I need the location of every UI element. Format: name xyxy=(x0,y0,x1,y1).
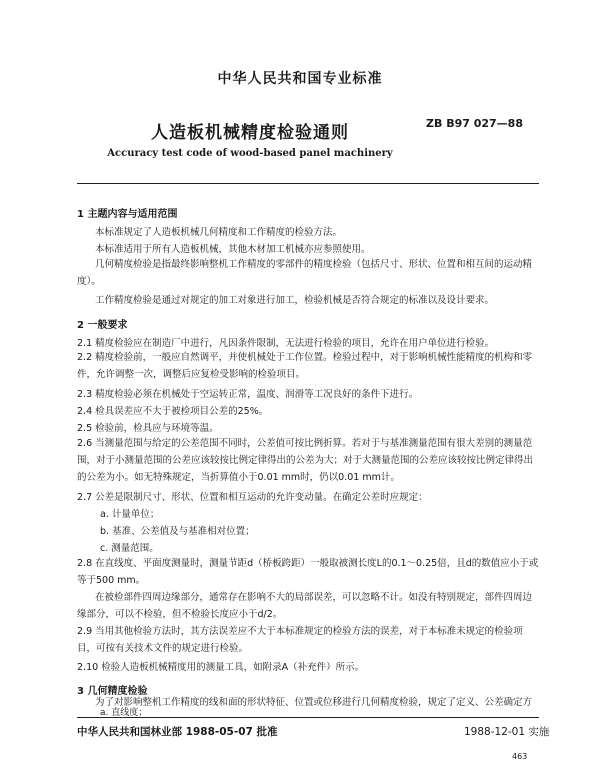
section-1-heading: 1 主题内容与适用范围 xyxy=(77,209,178,220)
issuing-authority: 中华人民共和国林业部 1988-05-07 批准 xyxy=(77,726,278,738)
document-title: 人造板机械精度检验通则 xyxy=(151,123,349,143)
section-2-heading: 2 一般要求 xyxy=(77,320,128,331)
clause-2-8-paragraph: 在被检部件四周边缘部分，通常存在影响不大的局部误差，可以忽略不计。如没有特别规定，部件四周边缘部分，可以不检验，但不检验长度应小于d/2。 xyxy=(77,592,533,620)
clause-2-7-item: c. 测量范围。 xyxy=(100,543,159,554)
clause-2-3: 2.3 精度检验必须在机械处于空运转正常，温度、润滑等工况良好的条件下进行。 xyxy=(77,389,419,400)
clause-2-7-item: b. 基准、公差值及与基准相对位置； xyxy=(100,526,255,537)
clause-2-4: 2.4 检具误差应不大于被检项目公差的25%。 xyxy=(77,406,269,417)
page-number: 463 xyxy=(512,752,528,761)
clause-2-8: 2.8 在直线度、平面度测量时，测量节距d（桥板跨距）一般取被测长度L的0.1～0.25倍，且d的数值应小于或等于500 mm。 xyxy=(77,558,539,586)
footer-divider xyxy=(77,717,539,718)
english-title: Accuracy test code of wood-based panel machinery xyxy=(107,148,393,159)
clause-2-6: 2.6 当测量范围与给定的公差范围不同时，公差值可按比例折算。若对于与基准测量范围有很大差别的测量范围，对于小测量范围的公差应该较按比例定律得出的公差为大；对于大测量范围的公差应该较按比例定律得出的公差为小。如无特殊规定，当折算值小于0.01 mm时，仍以0.01 mm计。 xyxy=(77,438,534,483)
section-3-heading: 3 几何精度检验 xyxy=(77,686,148,697)
section-3-item: a. 直线度； xyxy=(100,708,148,718)
header-divider xyxy=(77,183,539,184)
clause-2-10: 2.10 检验人造板机械精度用的测量工具，如附录A（补充件）所示。 xyxy=(77,662,365,673)
clause-2-2: 2.2 精度检验前，一般应自然调平，并使机械处于工作位置。检验过程中，对于影响机械性能精度的机构和零件，允许调整一次，调整后应复检受影响的检验项目。 xyxy=(77,352,533,380)
clause-2-1: 2.1 精度检验应在制造厂中进行，凡因条件限制，无法进行检验的项目，允许在用户单位进行检验。 xyxy=(77,338,495,349)
clause-2-7-item: a. 计量单位； xyxy=(100,509,160,520)
clause-2-9: 2.9 当用其他检验方法时，其方法误差应不大于本标准规定的检验方法的误差，对于本标准未规定的检验项目，可按有关技术文件的规定进行检验。 xyxy=(77,626,523,654)
clause-2-7: 2.7 公差是限制尺寸、形状、位置和相互运动的允许变动量。在确定公差时应规定： xyxy=(77,492,428,503)
standard-code: ZB B97 027—88 xyxy=(426,117,523,130)
section-1-paragraph: 本标准规定了人造板机械几何精度和工作精度的检验方法。 xyxy=(95,227,343,238)
standard-type-heading: 中华人民共和国专业标准 xyxy=(217,71,383,87)
effective-date: 1988-12-01 实施 xyxy=(464,726,550,738)
section-1-paragraph: 几何精度检验是指最终影响整机工作精度的零部件的精度检验（包括尺寸、形状、位置和相互间的运动精度）。 xyxy=(77,259,533,287)
section-1-paragraph: 工作精度检验是通过对规定的加工对象进行加工，检验机械是否符合规定的标准以及设计要求。 xyxy=(95,295,495,306)
section-1-paragraph: 本标准适用于所有人造板机械，其他木材加工机械亦应参照使用。 xyxy=(95,244,371,255)
section-3-paragraph: 为了对影响整机工作精度的线和面的形状特征、位置或位移进行几何精度检验，规定了定义、公差确定方 xyxy=(95,697,533,708)
clause-2-5: 2.5 检验前，检具应与环境等温。 xyxy=(77,423,219,434)
